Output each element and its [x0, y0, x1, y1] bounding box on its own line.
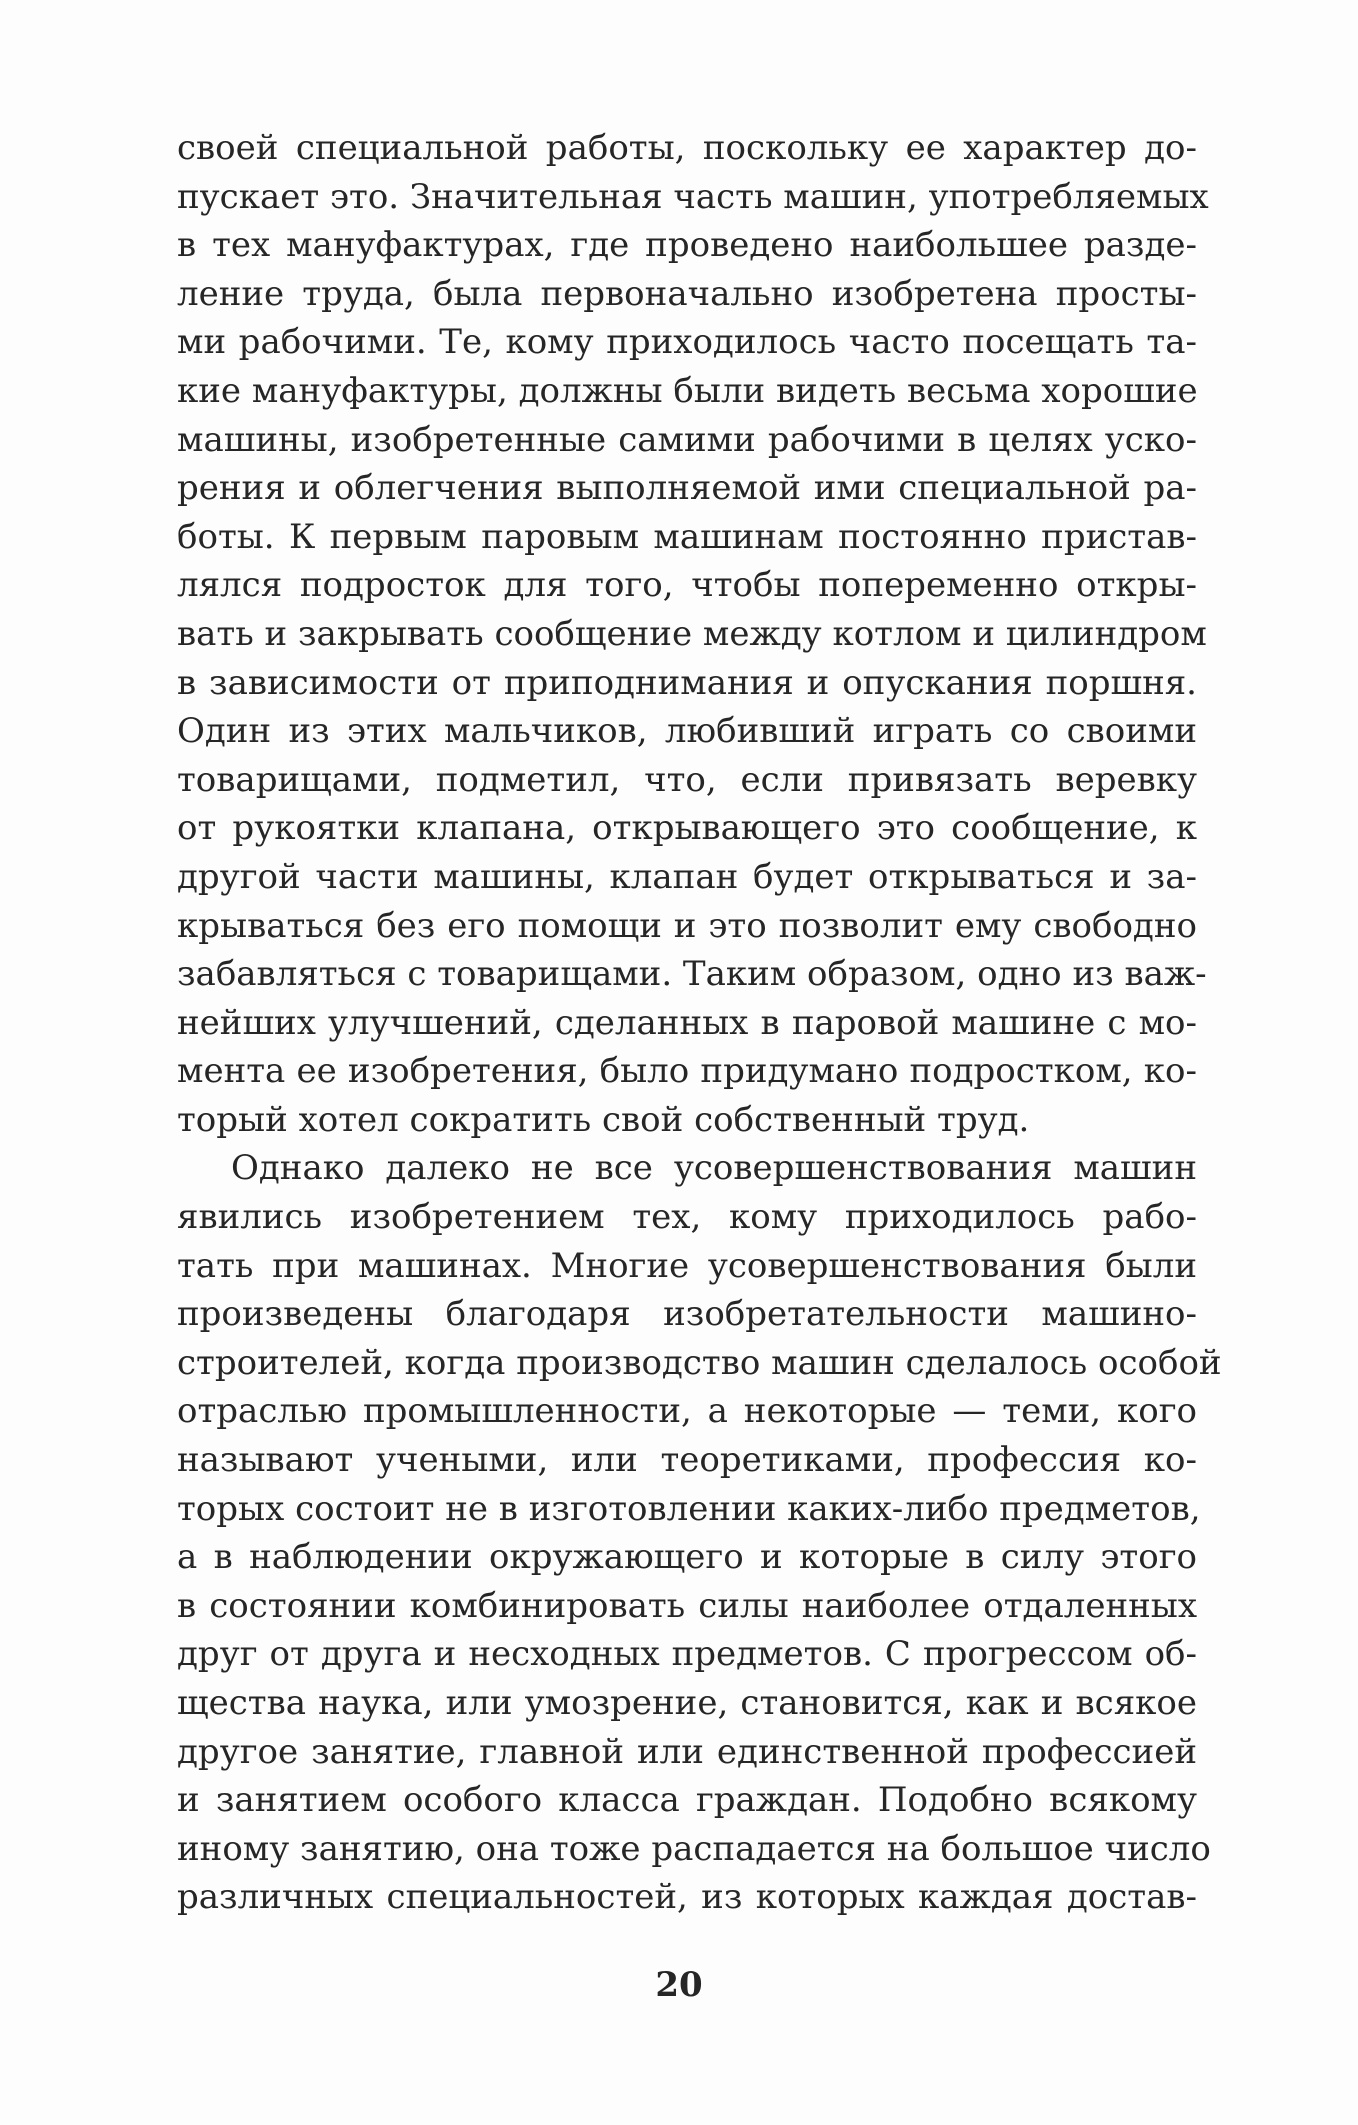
body-text	[177, 124, 1222, 1922]
text-line: иному занятию, она тоже распадается на большое число	[177, 1828, 1211, 1869]
text-line: товарищами, подметил, что, если привязать веревку	[177, 759, 1197, 800]
text-line: а в наблюдении окружающего и которые в силу этого	[177, 1537, 1197, 1578]
text-line: различных специальностей, из которых каждая достав-	[177, 1877, 1197, 1918]
text-line: отраслью промышленности, а некоторые — теми, кого	[177, 1391, 1197, 1432]
text-line: вать и закрывать сообщение между котлом и цилиндром	[177, 613, 1207, 654]
text-line: нейших улучшений, сделанных в паровой машине с мо-	[177, 1002, 1197, 1043]
text-line: забавляться с товарищами. Таким образом, одно из важ-	[177, 954, 1207, 995]
text-line: лялся подросток для того, чтобы попеременно откры-	[177, 565, 1197, 606]
text-line: ление труда, была первоначально изобретена просты-	[177, 273, 1197, 314]
text-line: и занятием особого класса граждан. Подобно всякому	[177, 1780, 1197, 1821]
text-line: в зависимости от приподнимания и опускания поршня.	[177, 662, 1197, 703]
text-line: крываться без его помощи и это позволит ему свободно	[177, 905, 1197, 946]
text-line: Однако далеко не все усовершенствования машин	[231, 1148, 1197, 1189]
text-line: другой части машины, клапан будет открываться и за-	[177, 856, 1197, 897]
text-line: Один из этих мальчиков, любивший играть со своими	[177, 711, 1197, 752]
text-line: явились изобретением тех, кому приходилось рабо-	[177, 1197, 1197, 1238]
text-line: строителей, когда производство машин сделалось особой	[177, 1342, 1222, 1383]
page-number: 20	[655, 1965, 703, 2005]
text-line: называют учеными, или теоретиками, профессия ко-	[177, 1440, 1197, 1481]
text-line: пускает это. Значительная часть машин, употребляемых	[177, 176, 1209, 217]
text-line: щества наука, или умозрение, становится, как и всякое	[177, 1683, 1197, 1723]
text-line: кие мануфактуры, должны были видеть весьма хорошие	[177, 370, 1198, 411]
text-line: произведены благодаря изобретательности машино-	[177, 1294, 1197, 1335]
text-line: ми рабочими. Те, кому приходилось часто посещать та-	[177, 322, 1197, 363]
text-line: рения и облегчения выполняемой ими специальной ра-	[177, 468, 1197, 509]
text-line: друг от друга и несходных предметов. С прогрессом об-	[177, 1634, 1197, 1675]
text-line: в состоянии комбинировать силы наиболее отдаленных	[177, 1585, 1197, 1626]
text-line: торых состоит не в изготовлении каких-либо предметов,	[177, 1488, 1201, 1529]
text-line: тать при машинах. Многие усовершенствования были	[177, 1245, 1197, 1286]
text-line: от рукоятки клапана, открывающего это сообщение, к	[177, 808, 1197, 849]
text-line: своей специальной работы, поскольку ее характер до-	[177, 128, 1197, 168]
text-line: торый хотел сократить свой собственный труд.	[177, 1099, 1030, 1140]
text-line: боты. К первым паровым машинам постоянно пристав-	[177, 516, 1197, 557]
text-line: в тех мануфактурах, где проведено наибольшее разде-	[177, 225, 1197, 266]
text-line: машины, изобретенные самими рабочими в целях уско-	[177, 419, 1197, 460]
text-line: мента ее изобретения, было придумано подростком, ко-	[177, 1051, 1197, 1092]
text-line: другое занятие, главной или единственной профессией	[177, 1731, 1197, 1772]
